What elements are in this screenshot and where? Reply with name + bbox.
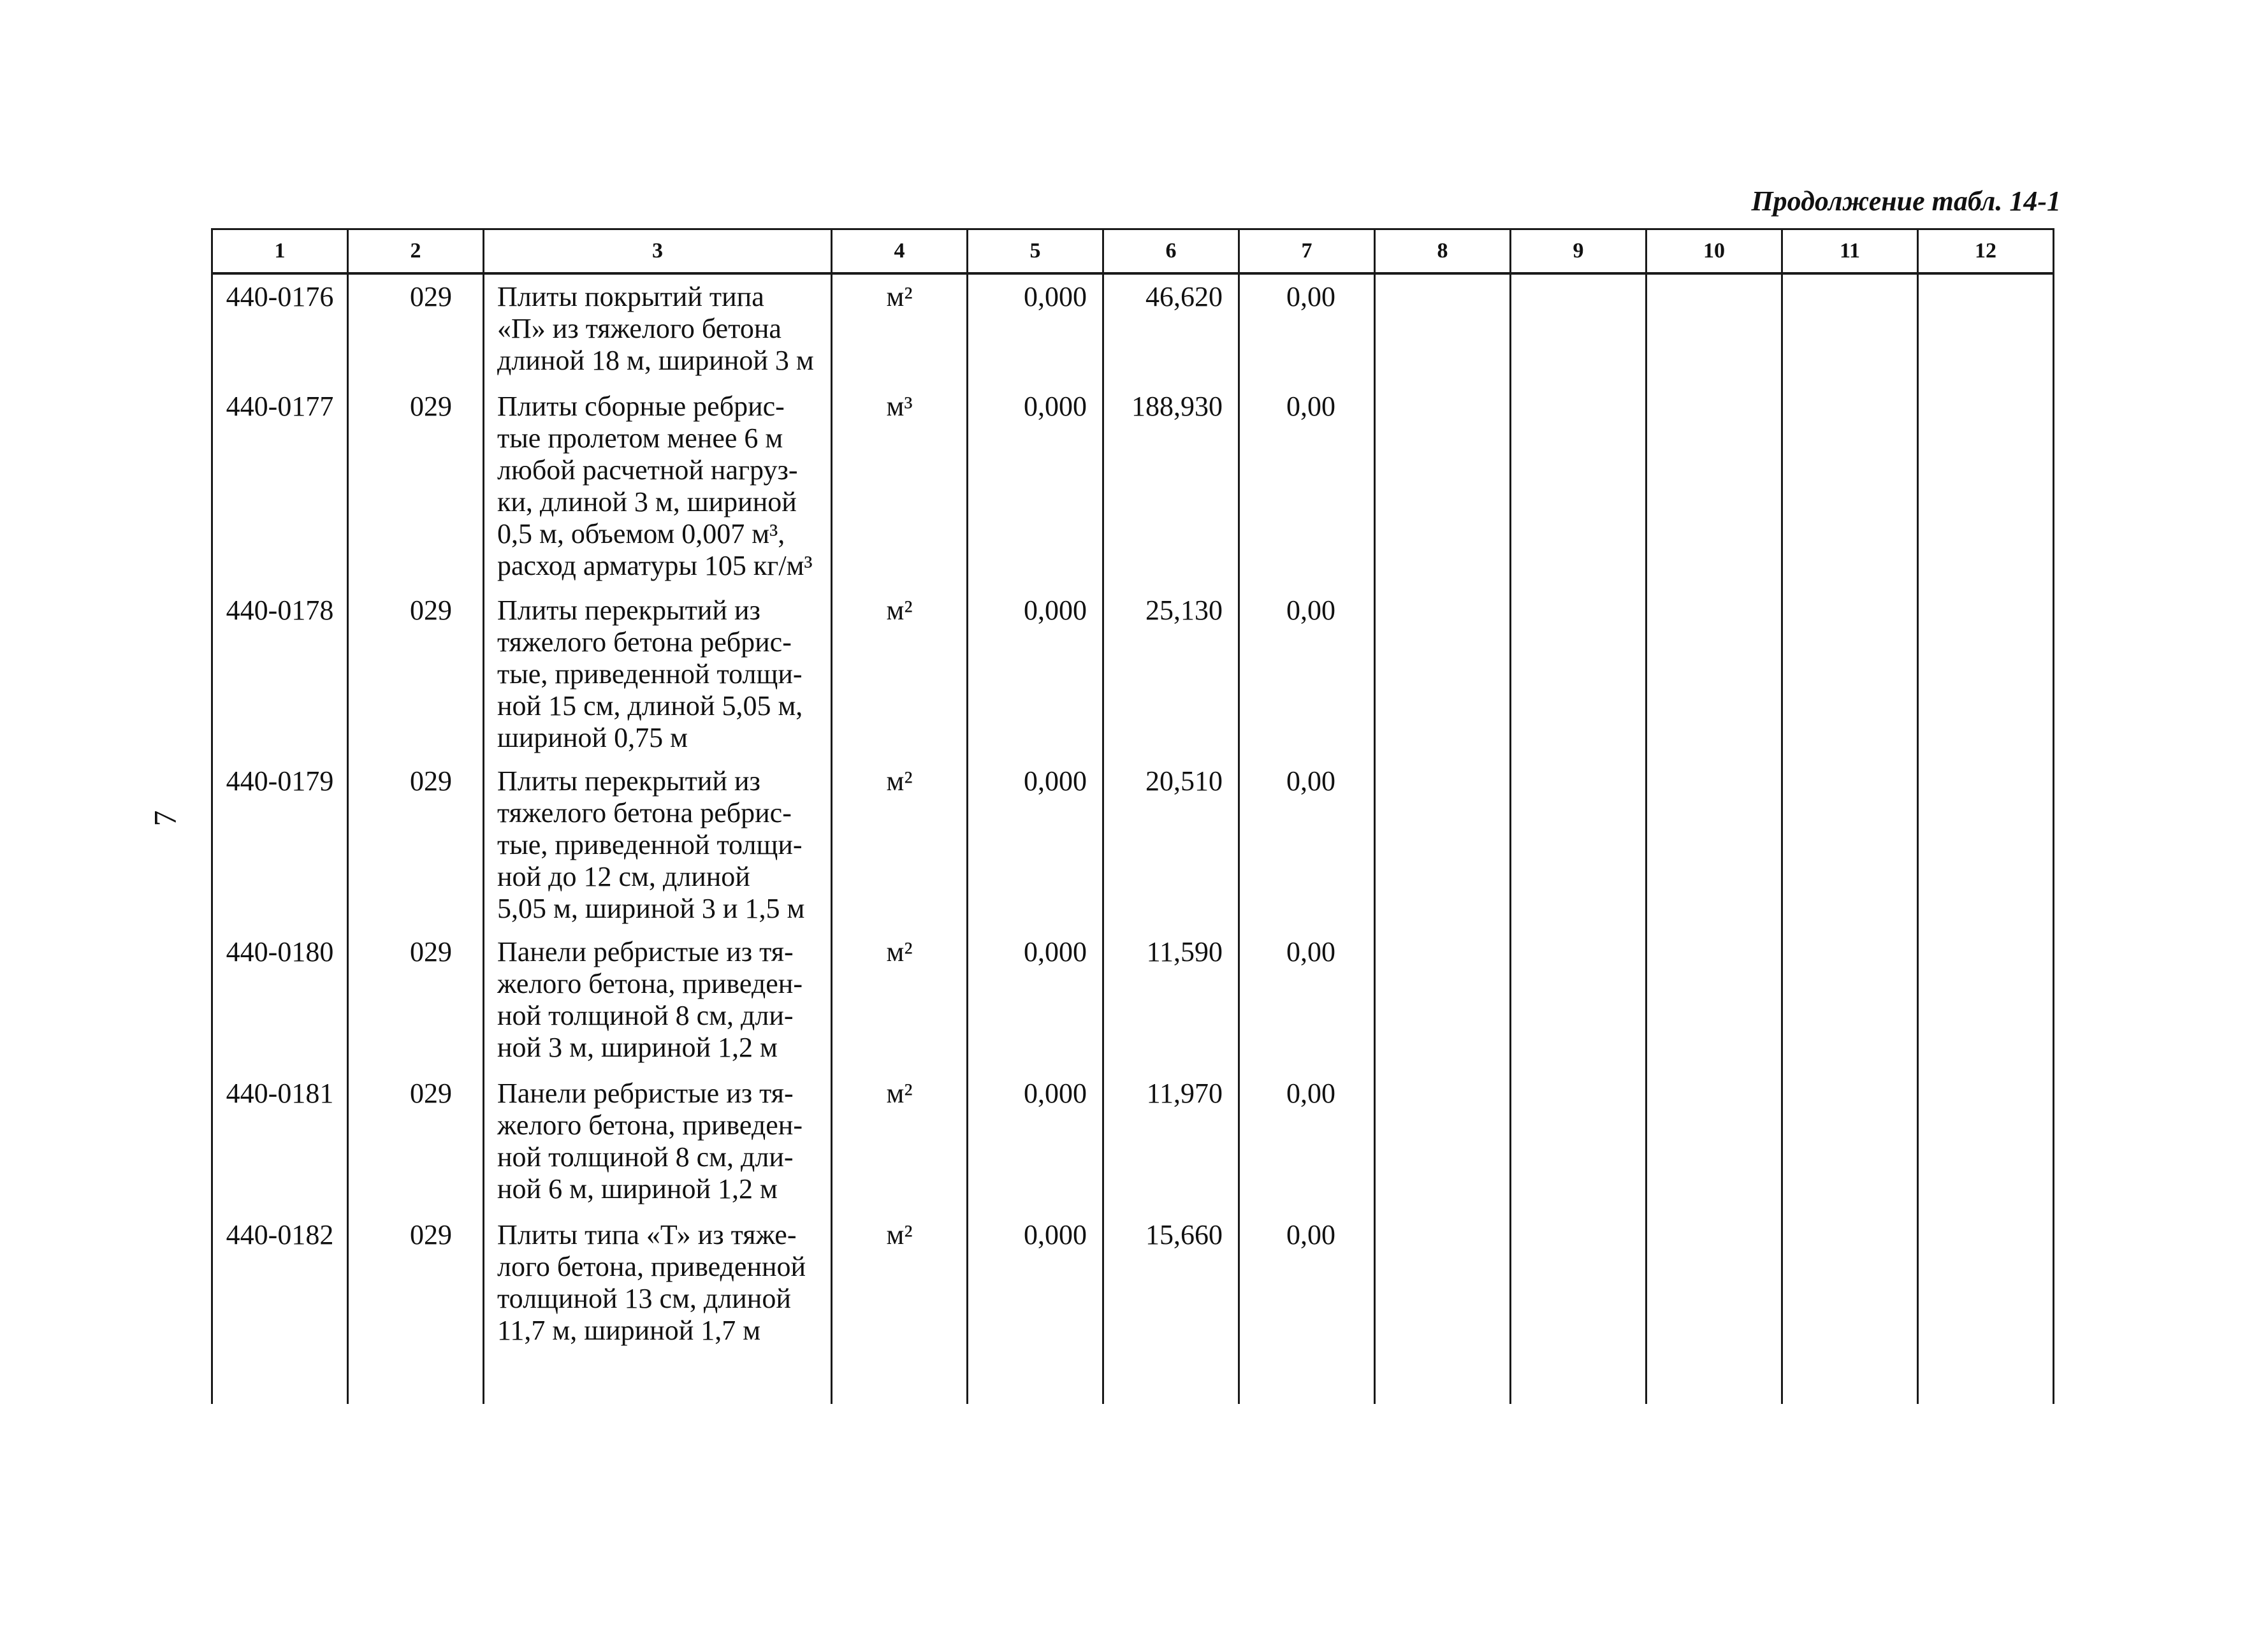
table-row — [212, 1071, 2054, 1213]
material-name-line: Плиты типа «Т» из тяже- — [497, 1219, 797, 1250]
empty-cell — [1511, 759, 1646, 930]
empty-cell — [1782, 588, 1918, 759]
material-name-line: лого бетона, приведенной — [497, 1251, 806, 1282]
group-code: 029 — [348, 588, 484, 759]
unit: м² — [832, 1213, 968, 1404]
empty-cell — [1511, 1213, 1646, 1404]
empty-cell — [1782, 759, 1918, 930]
table-row — [212, 930, 2054, 1071]
value-col-5: 0,000 — [968, 588, 1103, 759]
empty-cell — [1646, 588, 1782, 759]
material-name-line: ной до 12 см, длиной — [497, 861, 750, 892]
material-code: 440-0181 — [212, 1071, 348, 1213]
material-name — [484, 273, 832, 384]
material-name-line: Панели ребристые из тя- — [497, 1078, 794, 1109]
empty-cell — [1918, 273, 2054, 384]
value-col-7: 0,00 — [1239, 930, 1375, 1071]
column-header: 1 — [212, 229, 348, 274]
material-name-line: ной толщиной 8 см, дли- — [497, 1141, 794, 1173]
material-name-line: 11,7 м, шириной 1,7 м — [497, 1315, 761, 1346]
column-header: 5 — [968, 229, 1103, 274]
empty-cell — [1646, 384, 1782, 588]
empty-cell — [1782, 1213, 1918, 1404]
value-col-5: 0,000 — [968, 759, 1103, 930]
empty-cell — [1918, 384, 2054, 588]
value-col-7: 0,00 — [1239, 759, 1375, 930]
table-caption: Продолжение табл. 14-1 — [1751, 185, 2061, 217]
value-col-6: 15,660 — [1103, 1213, 1239, 1404]
empty-cell — [1646, 1071, 1782, 1213]
empty-cell — [1375, 384, 1511, 588]
empty-cell — [1511, 588, 1646, 759]
table-body — [212, 273, 2054, 1404]
side-page-number: 7 — [147, 810, 183, 827]
empty-cell — [1782, 1071, 1918, 1213]
material-name-line: тяжелого бетона ребрис- — [497, 626, 792, 658]
empty-cell — [1646, 759, 1782, 930]
empty-cell — [1375, 1213, 1511, 1404]
material-code: 440-0180 — [212, 930, 348, 1071]
material-name — [484, 759, 832, 930]
empty-cell — [1375, 588, 1511, 759]
table-row — [212, 384, 2054, 588]
empty-cell — [1782, 384, 1918, 588]
unit: м² — [832, 759, 968, 930]
value-col-5: 0,000 — [968, 273, 1103, 384]
empty-cell — [1375, 759, 1511, 930]
group-code: 029 — [348, 1213, 484, 1404]
material-name-line: расход арматуры 105 кг/м³ — [497, 550, 813, 581]
material-code: 440-0179 — [212, 759, 348, 930]
empty-cell — [1918, 930, 2054, 1071]
material-name — [484, 588, 832, 759]
material-name-line: «П» из тяжелого бетона — [497, 313, 781, 344]
material-name-line: ной 15 см, длиной 5,05 м, — [497, 690, 803, 721]
column-header: 4 — [832, 229, 968, 274]
material-name-line: шириной 0,75 м — [497, 722, 688, 753]
value-col-5: 0,000 — [968, 1213, 1103, 1404]
value-col-7: 0,00 — [1239, 273, 1375, 384]
material-name-line: тые, приведенной толщи- — [497, 829, 803, 860]
material-name-line: желого бетона, приведен- — [497, 968, 803, 999]
material-name-line: Плиты покрытий типа — [497, 281, 764, 312]
value-col-7: 0,00 — [1239, 1213, 1375, 1404]
empty-cell — [1646, 1213, 1782, 1404]
unit: м² — [832, 930, 968, 1071]
empty-cell — [1511, 384, 1646, 588]
material-name-line: тые пролетом менее 6 м — [497, 423, 783, 454]
material-name-line: длиной 18 м, шириной 3 м — [497, 345, 814, 376]
empty-cell — [1918, 759, 2054, 930]
empty-cell — [1918, 1213, 2054, 1404]
column-header: 10 — [1646, 229, 1782, 274]
empty-cell — [1782, 273, 1918, 384]
material-name — [484, 1213, 832, 1404]
value-col-7: 0,00 — [1239, 384, 1375, 588]
table-row — [212, 759, 2054, 930]
value-col-7: 0,00 — [1239, 588, 1375, 759]
material-name — [484, 384, 832, 588]
material-name-line: Плиты сборные ребрис- — [497, 391, 785, 422]
group-code: 029 — [348, 1071, 484, 1213]
material-code: 440-0176 — [212, 273, 348, 384]
material-name-line: ки, длиной 3 м, шириной — [497, 486, 797, 517]
empty-cell — [1511, 273, 1646, 384]
column-header: 12 — [1918, 229, 2054, 274]
value-col-6: 11,590 — [1103, 930, 1239, 1071]
column-header: 7 — [1239, 229, 1375, 274]
material-code: 440-0177 — [212, 384, 348, 588]
group-code: 029 — [348, 930, 484, 1071]
column-header: 3 — [484, 229, 832, 274]
column-header: 8 — [1375, 229, 1511, 274]
material-name-line: ной 6 м, шириной 1,2 м — [497, 1173, 778, 1204]
material-name-line: 0,5 м, объемом 0,007 м³, — [497, 518, 785, 549]
material-name-line: ной толщиной 8 см, дли- — [497, 1000, 794, 1031]
material-name-line: тяжелого бетона ребрис- — [497, 797, 792, 828]
unit: м² — [832, 273, 968, 384]
value-col-5: 0,000 — [968, 384, 1103, 588]
value-col-6: 46,620 — [1103, 273, 1239, 384]
column-header: 11 — [1782, 229, 1918, 274]
material-name-line: толщиной 13 см, длиной — [497, 1283, 791, 1314]
empty-cell — [1646, 930, 1782, 1071]
unit: м³ — [832, 384, 968, 588]
column-header: 6 — [1103, 229, 1239, 274]
value-col-7: 0,00 — [1239, 1071, 1375, 1213]
material-name — [484, 930, 832, 1071]
empty-cell — [1646, 273, 1782, 384]
value-col-5: 0,000 — [968, 1071, 1103, 1213]
material-name — [484, 1071, 832, 1213]
column-header: 9 — [1511, 229, 1646, 274]
value-col-6: 188,930 — [1103, 384, 1239, 588]
group-code: 029 — [348, 384, 484, 588]
table-row — [212, 1213, 2054, 1404]
material-name-line: Панели ребристые из тя- — [497, 936, 794, 967]
empty-cell — [1511, 1071, 1646, 1213]
empty-cell — [1375, 1071, 1511, 1213]
unit: м² — [832, 588, 968, 759]
material-name-line: 5,05 м, шириной 3 и 1,5 м — [497, 893, 805, 924]
material-code: 440-0178 — [212, 588, 348, 759]
table-row — [212, 273, 2054, 384]
table-row — [212, 588, 2054, 759]
group-code: 029 — [348, 759, 484, 930]
value-col-5: 0,000 — [968, 930, 1103, 1071]
material-code: 440-0182 — [212, 1213, 348, 1404]
value-col-6: 20,510 — [1103, 759, 1239, 930]
empty-cell — [1918, 1071, 2054, 1213]
group-code: 029 — [348, 273, 484, 384]
value-col-6: 11,970 — [1103, 1071, 1239, 1213]
value-col-6: 25,130 — [1103, 588, 1239, 759]
empty-cell — [1375, 273, 1511, 384]
price-table — [211, 228, 2054, 1404]
unit: м² — [832, 1071, 968, 1213]
empty-cell — [1782, 930, 1918, 1071]
empty-cell — [1918, 588, 2054, 759]
empty-cell — [1375, 930, 1511, 1071]
material-name-line: тые, приведенной толщи- — [497, 658, 803, 690]
column-number-row — [212, 229, 2054, 274]
column-header: 2 — [348, 229, 484, 274]
material-name-line: желого бетона, приведен- — [497, 1110, 803, 1141]
empty-cell — [1511, 930, 1646, 1071]
material-name-line: любой расчетной нагруз- — [497, 454, 798, 486]
material-name-line: Плиты перекрытий из — [497, 765, 760, 797]
material-name-line: Плиты перекрытий из — [497, 595, 760, 626]
material-name-line: ной 3 м, шириной 1,2 м — [497, 1032, 778, 1063]
